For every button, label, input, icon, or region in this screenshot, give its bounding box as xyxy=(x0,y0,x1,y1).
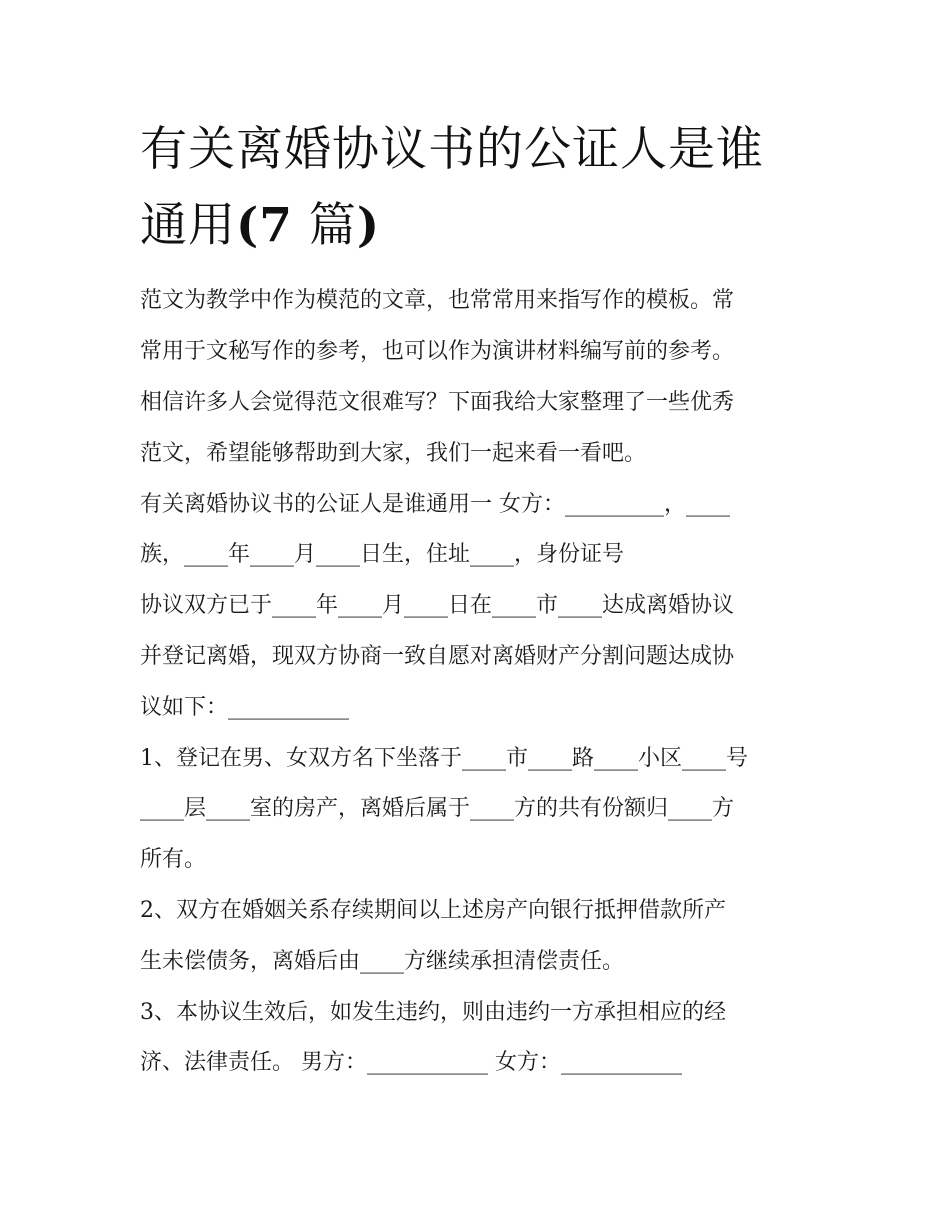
body-line: 常用于文秘写作的参考，也可以作为演讲材料编写前的参考。 xyxy=(140,339,735,364)
title-line-2-prefix: 通用 xyxy=(140,198,236,253)
body-line: 协议双方已于____年____月____日在____市____达成离婚协议 xyxy=(140,593,735,618)
body-line: 3、本协议生效后，如发生违约，则由违约一方承担相应的经 xyxy=(140,1000,726,1025)
body-line: 济、法律责任。 男方：___________ 女方：___________ xyxy=(140,1050,682,1075)
title-line-2-unit: 篇 xyxy=(292,198,357,253)
body-line: 生未偿债务，离婚后由____方继续承担清偿责任。 xyxy=(140,949,625,974)
body-line: 族，____年____月____日生，住址____，身份证号 xyxy=(140,542,625,567)
body-line: 2、双方在婚姻关系存续期间以上述房产向银行抵押借款所产 xyxy=(140,898,726,923)
document-title xyxy=(140,112,830,264)
title-line-1: 有关离婚协议书的公证人是谁 xyxy=(140,122,764,177)
body-line: ____层____室的房产，离婚后属于____方的共有份额归____方 xyxy=(140,796,735,821)
body-line: 范文为教学中作为模范的文章，也常常用来指写作的模板。常 xyxy=(140,288,735,313)
body-line: 所有。 xyxy=(140,847,207,872)
title-line-2-close: ) xyxy=(356,198,381,253)
body-line: 范文，希望能够帮助到大家，我们一起来看一看吧。 xyxy=(140,441,647,466)
body-line: 有关离婚协议书的公证人是谁通用一 女方：_________，____ xyxy=(140,492,730,517)
title-line-2-number: (7 xyxy=(236,198,293,253)
body-line: 1、登记在男、女双方名下坐落于____市____路____小区____号 xyxy=(140,746,748,771)
body-line: 相信许多人会觉得范文很难写？下面我给大家整理了一些优秀 xyxy=(140,390,735,415)
body-line: 议如下：___________ xyxy=(140,695,350,720)
body-line: 并登记离婚，现双方协商一致自愿对离婚财产分割问题达成协 xyxy=(140,644,735,669)
